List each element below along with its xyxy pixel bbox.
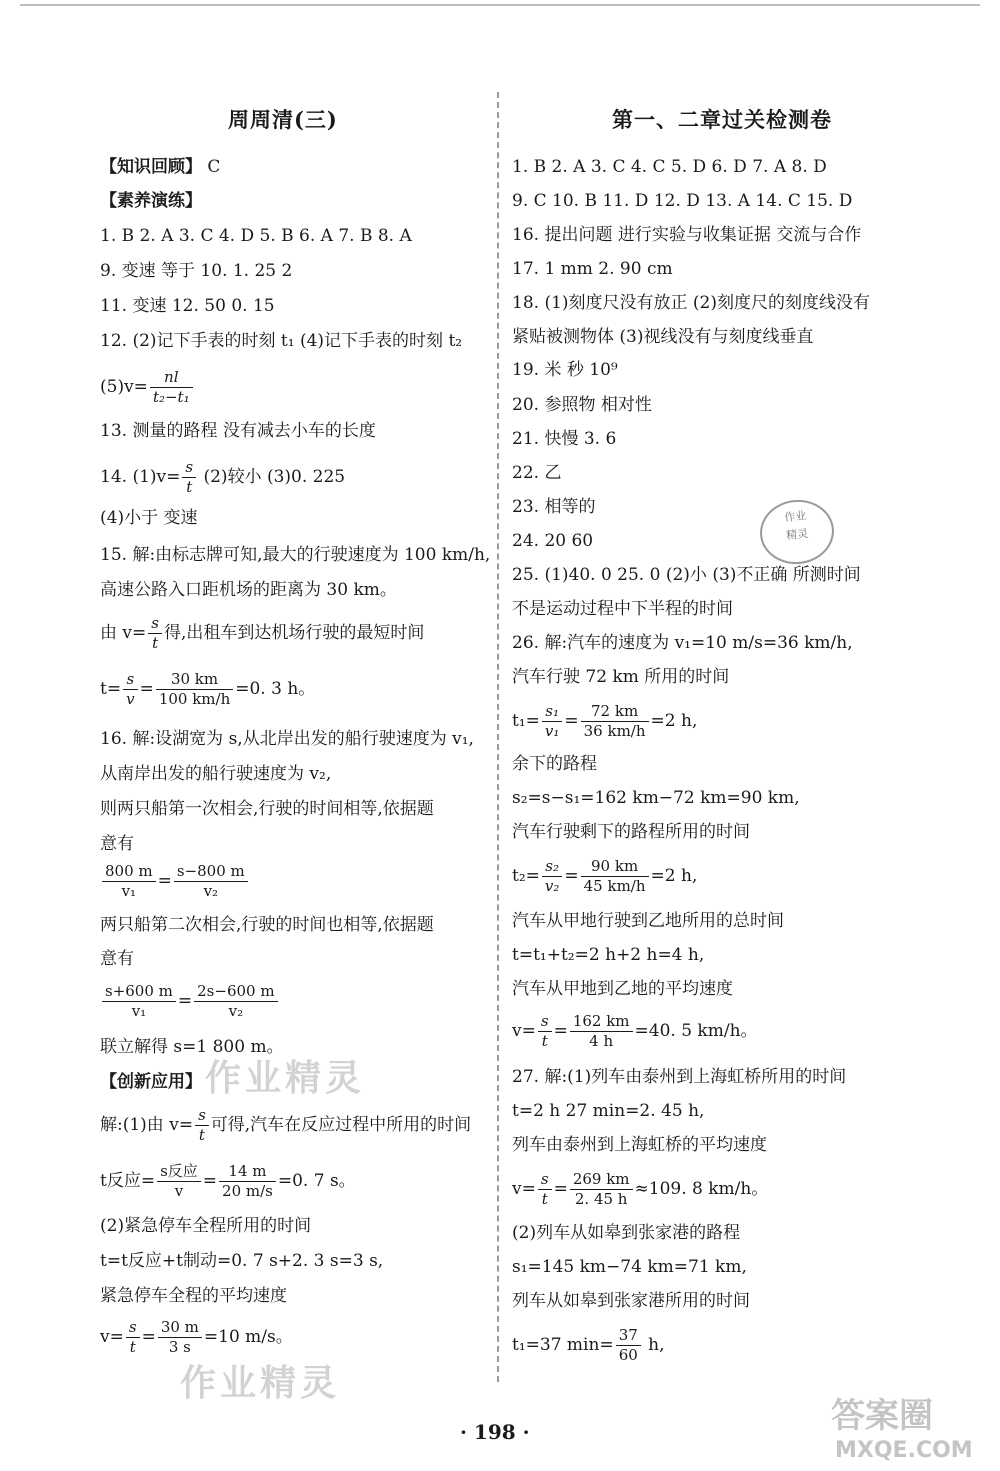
numerator: s — [123, 670, 137, 690]
denominator: 100 km/h — [158, 690, 231, 708]
numerator: s₂ — [542, 857, 563, 877]
answer-line: 18. (1)刻度尺没有放正 (2)刻度尺的刻度线没有 — [512, 293, 871, 313]
fraction — [194, 982, 277, 1021]
numerator: 14 m — [219, 1162, 276, 1182]
formula-line — [100, 982, 280, 1021]
answer-line: 11. 变速 12. 50 0. 15 — [100, 296, 275, 316]
numerator: s — [148, 614, 162, 634]
formula-text: = — [553, 1179, 568, 1199]
denominator: v₁ — [544, 722, 560, 740]
denominator: v₁ — [131, 1002, 147, 1020]
answer-line: 16. 提出问题 进行实验与收集证据 交流与合作 — [512, 225, 862, 245]
fraction — [570, 1170, 633, 1209]
fraction — [123, 670, 137, 709]
answer-line: 汽车从甲地行驶到乙地所用的总时间 — [512, 911, 784, 931]
denominator: v — [174, 1182, 184, 1200]
formula-text: = — [157, 871, 172, 891]
formula-line — [512, 1012, 758, 1051]
numerator: s — [538, 1012, 552, 1032]
answer-line: 紧急停车全程的平均速度 — [100, 1286, 287, 1306]
formula-line — [100, 1318, 293, 1357]
section-head: 【素养演练】 — [100, 191, 202, 211]
answer-line: 则两只船第一次相会,行驶的时间相等,依据题 — [100, 799, 434, 819]
denominator: 3 s — [168, 1338, 191, 1356]
answer-line: 从南岸出发的船行驶速度为 v₂, — [100, 764, 332, 784]
answer-line: 9. 变速 等于 10. 1. 25 2 — [100, 261, 293, 281]
formula-text: 可得,汽车在反应过程中所用的时间 — [210, 1115, 472, 1135]
numerator: 800 m — [102, 862, 156, 882]
right-column — [512, 0, 912, 1420]
fraction — [616, 1326, 641, 1365]
fraction — [581, 857, 649, 896]
numerator: s — [538, 1170, 552, 1190]
formula-line — [100, 1106, 471, 1145]
formula-text: = — [141, 1327, 156, 1347]
numerator: s — [195, 1106, 209, 1126]
answer-line: 汽车从甲地到乙地的平均速度 — [512, 979, 733, 999]
denominator: v₁ — [121, 882, 137, 900]
formula-line — [512, 1170, 768, 1209]
formula-text: =40. 5 km/h。 — [634, 1021, 758, 1041]
answer-line: 两只船第二次相会,行驶的时间也相等,依据题 — [100, 915, 434, 935]
numerator: 30 m — [158, 1318, 202, 1338]
fraction — [219, 1162, 276, 1201]
formula-text: t₁= — [512, 711, 540, 731]
formula-line — [512, 702, 697, 741]
formula-line — [512, 857, 697, 896]
left-column — [100, 0, 500, 1420]
numerator: 269 km — [570, 1170, 633, 1190]
answer-line: 汽车行驶剩下的路程所用的时间 — [512, 822, 750, 842]
formula-text: v= — [512, 1021, 536, 1041]
formula-text: 得,出租车到达机场行驶的最短时间 — [163, 623, 425, 643]
denominator: v₂ — [203, 882, 219, 900]
answer-line: t=t反应+t制动=0. 7 s+2. 3 s=3 s, — [100, 1251, 384, 1271]
site-logo — [825, 1385, 990, 1463]
watermark: 作业精灵 — [205, 1057, 366, 1099]
page-number: · 198 · — [460, 1420, 530, 1444]
answer-line: 25. (1)40. 0 25. 0 (2)小 (3)不正确 所测时间 — [512, 565, 861, 585]
formula-text: v= — [100, 1327, 124, 1347]
formula-text: = — [139, 679, 154, 699]
formula-text: =0. 7 s。 — [277, 1171, 356, 1191]
watermark: 作业精灵 — [180, 1362, 341, 1404]
fraction — [581, 702, 649, 741]
logo-text: 答案圈 — [831, 1396, 933, 1436]
numerator: 37 — [616, 1326, 641, 1346]
denominator: t — [152, 634, 159, 652]
formula-line — [100, 458, 345, 497]
fraction — [102, 862, 156, 901]
answer-line: 汽车行驶 72 km 所用的时间 — [512, 667, 730, 687]
answer-line: t=2 h 27 min=2. 45 h, — [512, 1101, 705, 1121]
answer-line: 1. B 2. A 3. C 4. D 5. B 6. A 7. B 8. A — [100, 226, 412, 246]
formula-text: t反应= — [100, 1171, 156, 1191]
left-title: 周周清(三) — [228, 107, 338, 132]
answer-line: 紧贴被测物体 (3)视线没有与刻度线垂直 — [512, 327, 814, 347]
answer-line: 1. B 2. A 3. C 4. C 5. D 6. D 7. A 8. D — [512, 157, 827, 177]
denominator: t — [541, 1190, 548, 1208]
fraction — [182, 458, 196, 497]
denominator: t — [186, 478, 193, 496]
answer-line: (2)紧急停车全程所用的时间 — [100, 1216, 312, 1236]
answer-line — [100, 154, 220, 180]
answer-line: 21. 快慢 3. 6 — [512, 429, 617, 449]
answer-line: 22. 乙 — [512, 463, 562, 483]
denominator: v — [126, 690, 135, 708]
logo-url: MXQE.COM — [835, 1438, 973, 1463]
formula-line — [100, 670, 315, 709]
answer-text: C — [207, 157, 221, 177]
answer-line: s₁=145 km−74 km=71 km, — [512, 1257, 747, 1277]
numerator: s反应 — [157, 1162, 201, 1182]
answer-line: 高速公路入口距机场的距离为 30 km。 — [100, 580, 397, 600]
fraction — [150, 368, 193, 407]
answer-line: 9. C 10. B 11. D 12. D 13. A 14. C 15. D — [512, 191, 853, 211]
fraction — [538, 1170, 552, 1209]
formula-text: ≈109. 8 km/h。 — [634, 1179, 769, 1199]
formula-text: h, — [642, 1335, 665, 1355]
numerator: s — [182, 458, 196, 478]
stamp-text: 精灵 — [785, 526, 809, 543]
formula-text: = — [177, 991, 193, 1011]
formula-line — [100, 368, 195, 407]
formula-text: (2)较小 (3)0. 225 — [198, 467, 346, 487]
formula-line — [100, 614, 424, 653]
fraction — [195, 1106, 209, 1145]
section-head: 【知识回顾】 — [100, 157, 202, 177]
denominator: 36 km/h — [583, 722, 646, 740]
answer-line: 16. 解:设湖宽为 s,从北岸出发的船行驶速度为 v₁, — [100, 729, 474, 749]
answer-line: 15. 解:由标志牌可知,最大的行驶速度为 100 km/h, — [100, 545, 491, 565]
numerator: s — [126, 1318, 140, 1338]
formula-text: 解:(1)由 v= — [100, 1115, 194, 1135]
answer-line: 列车从如皋到张家港所用的时间 — [512, 1291, 750, 1311]
formula-text: 由 v= — [100, 623, 147, 643]
numerator: 2s−600 m — [194, 982, 277, 1002]
formula-text: (5)v= — [100, 377, 148, 397]
denominator: t — [129, 1338, 136, 1356]
fraction — [542, 857, 563, 896]
fraction — [538, 1012, 552, 1051]
formula-text: =0. 3 h。 — [235, 679, 316, 699]
answer-line: 意有 — [100, 834, 134, 854]
formula-text: t= — [100, 679, 122, 699]
fraction — [542, 702, 563, 741]
right-title: 第一、二章过关检测卷 — [612, 107, 832, 132]
answer-line: 余下的路程 — [512, 754, 597, 774]
formula-text: t₂= — [512, 866, 540, 886]
denominator: 20 m/s — [222, 1182, 273, 1200]
fraction — [570, 1012, 633, 1051]
denominator: 60 — [618, 1346, 638, 1364]
formula-text: 14. (1)v= — [100, 467, 181, 487]
answer-line: 20. 参照物 相对性 — [512, 395, 652, 415]
answer-line: 27. 解:(1)列车由泰州到上海虹桥所用的时间 — [512, 1067, 847, 1087]
denominator: v₂ — [228, 1002, 244, 1020]
denominator: v₂ — [544, 877, 560, 895]
denominator: 2. 45 h — [574, 1190, 628, 1208]
fraction — [174, 862, 248, 901]
answer-line: 12. (2)记下手表的时刻 t₁ (4)记下手表的时刻 t₂ — [100, 331, 463, 351]
numerator: s₁ — [542, 702, 563, 722]
answer-line: 26. 解:汽车的速度为 v₁=10 m/s=36 km/h, — [512, 633, 853, 653]
numerator: s−800 m — [174, 862, 248, 882]
fraction — [102, 982, 176, 1021]
numerator: s+600 m — [102, 982, 176, 1002]
numerator: nl — [150, 368, 193, 388]
answer-line: 联立解得 s=1 800 m。 — [100, 1037, 284, 1057]
numerator: 162 km — [570, 1012, 633, 1032]
denominator: t₂−t₁ — [152, 388, 190, 406]
formula-line — [100, 862, 250, 901]
fraction — [126, 1318, 140, 1357]
answer-line: 19. 米 秒 10⁹ — [512, 360, 618, 380]
fraction — [157, 1162, 201, 1201]
formula-line — [100, 1162, 356, 1201]
answer-line: (2)列车从如皋到张家港的路程 — [512, 1223, 741, 1243]
denominator: t — [541, 1032, 548, 1050]
numerator: 90 km — [581, 857, 649, 877]
formula-text: =10 m/s。 — [203, 1327, 293, 1347]
answer-line: (4)小于 变速 — [100, 508, 198, 528]
formula-text: =2 h, — [650, 866, 698, 886]
denominator: 4 h — [589, 1032, 614, 1050]
answer-line: 意有 — [100, 949, 134, 969]
section-head: 【创新应用】 — [100, 1072, 202, 1092]
fraction — [158, 1318, 202, 1357]
numerator: 30 km — [156, 670, 233, 690]
formula-text: t₁=37 min= — [512, 1335, 614, 1355]
formula-text: =2 h, — [650, 711, 698, 731]
answer-line: 13. 测量的路程 没有减去小车的长度 — [100, 421, 376, 441]
answer-line: 17. 1 mm 2. 90 cm — [512, 259, 673, 279]
fraction — [148, 614, 162, 653]
formula-text: = — [202, 1171, 218, 1191]
answer-line: s₂=s−s₁=162 km−72 km=90 km, — [512, 788, 800, 808]
fraction — [156, 670, 233, 709]
stamp-text: 作业 — [783, 508, 807, 525]
answer-line: t=t₁+t₂=2 h+2 h=4 h, — [512, 945, 705, 965]
formula-text: = — [553, 1021, 568, 1041]
numerator: 72 km — [581, 702, 649, 722]
answer-line: 不是运动过程中下半程的时间 — [512, 599, 733, 619]
denominator: 45 km/h — [583, 877, 646, 895]
answer-line: 24. 20 60 — [512, 531, 594, 551]
answer-line: 列车由泰州到上海虹桥的平均速度 — [512, 1135, 767, 1155]
answer-line: 23. 相等的 — [512, 497, 596, 517]
formula-text: v= — [512, 1179, 536, 1199]
denominator: t — [198, 1126, 205, 1144]
formula-line — [512, 1326, 665, 1365]
formula-text: = — [564, 711, 579, 731]
formula-text: = — [564, 866, 579, 886]
